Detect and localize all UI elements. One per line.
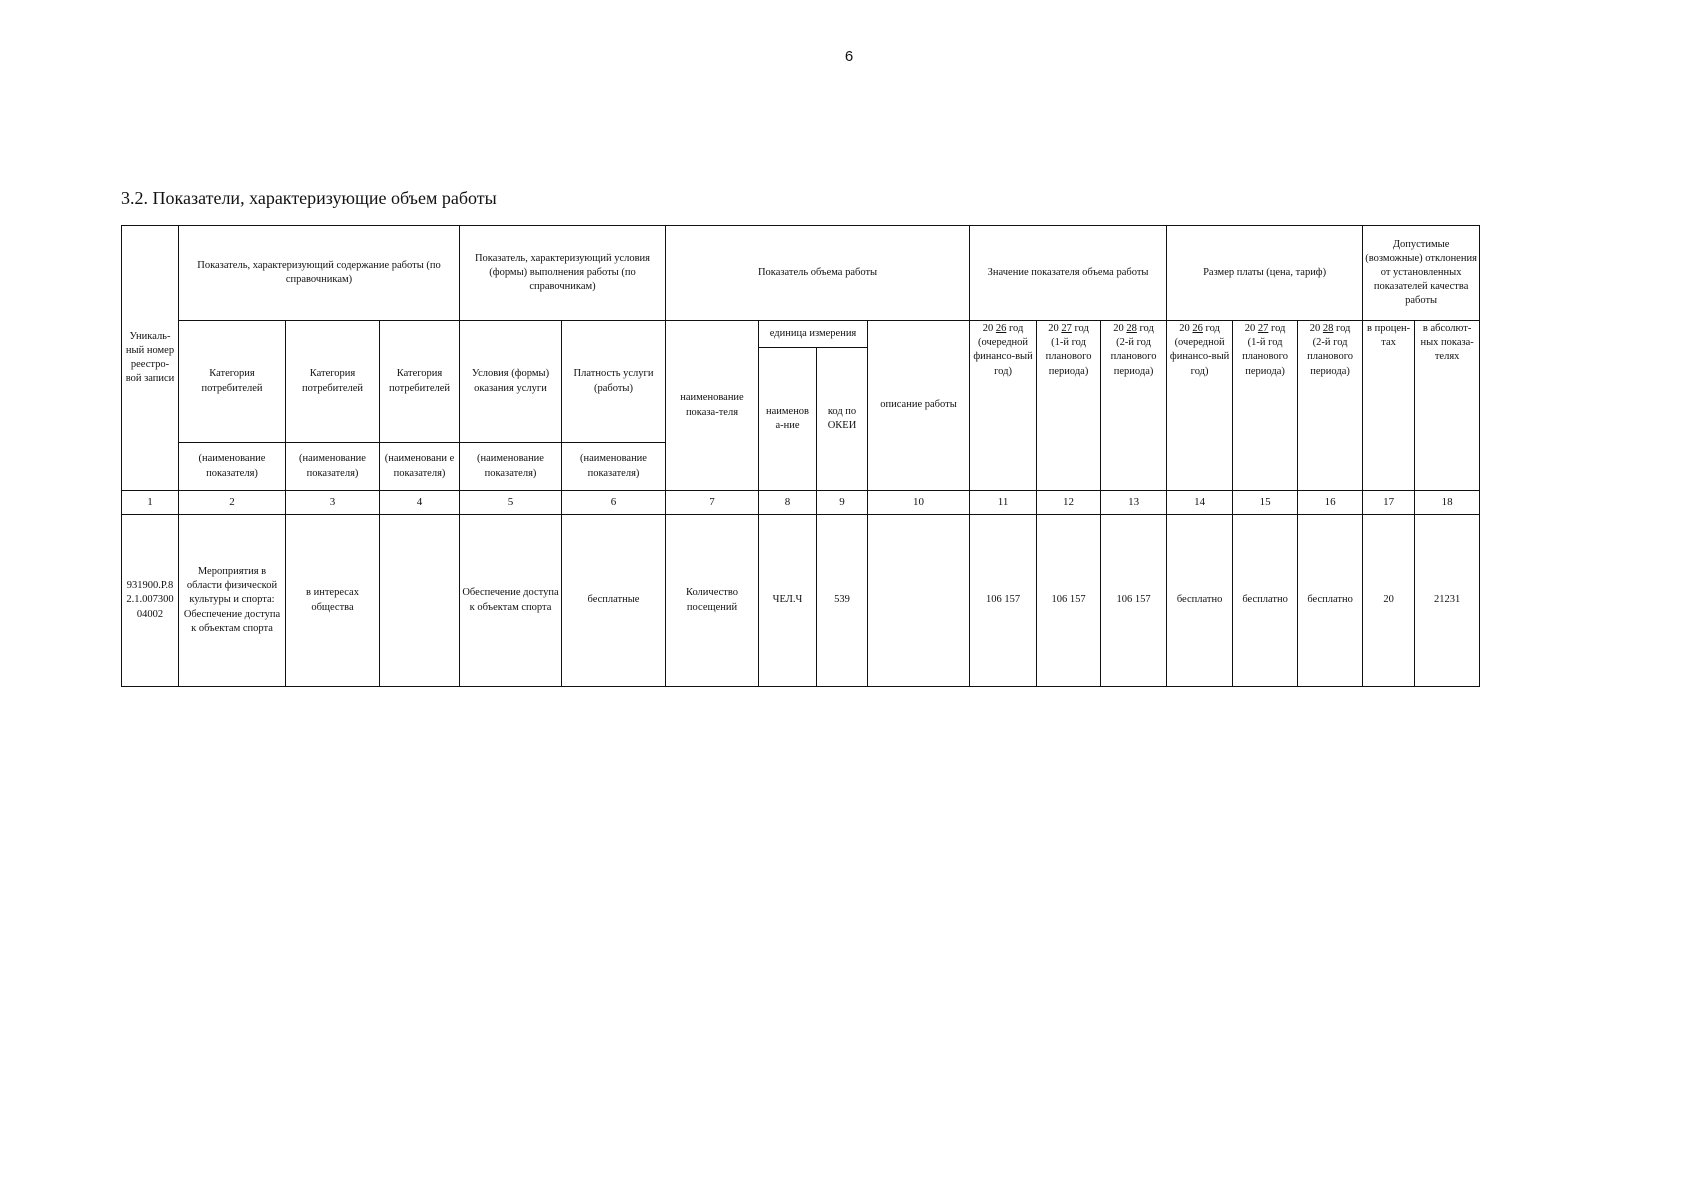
header-content-group: Показатель, характеризующий содержание работы (по справочникам) bbox=[179, 226, 460, 321]
subheader-indicator-name-3: (наименовани е показателя) bbox=[380, 443, 460, 491]
column-number: 12 bbox=[1037, 491, 1101, 515]
column-number: 13 bbox=[1101, 491, 1167, 515]
year-suffix: год bbox=[1074, 323, 1089, 334]
value-2026: 106 157 bbox=[970, 515, 1037, 687]
deviation-absolute-value: 21231 bbox=[1415, 515, 1480, 687]
year-note: (очередной финансо-вый год) bbox=[973, 337, 1033, 377]
year-note: (2-й год планового периода) bbox=[1307, 337, 1353, 377]
column-number: 9 bbox=[817, 491, 868, 515]
column-number: 15 bbox=[1233, 491, 1298, 515]
header-value-year-1 bbox=[970, 321, 1037, 491]
value-2028: 106 157 bbox=[1101, 515, 1167, 687]
year-prefix: 20 bbox=[1309, 323, 1321, 334]
column-number: 16 bbox=[1298, 491, 1363, 515]
header-deviation-percent: в процен-тах bbox=[1363, 321, 1415, 491]
column-number: 5 bbox=[460, 491, 562, 515]
year-prefix: 20 bbox=[1048, 323, 1059, 334]
header-indicator-name: наименование показа-теля bbox=[666, 321, 759, 491]
year-suffix: год bbox=[1139, 323, 1154, 334]
column-number: 18 bbox=[1415, 491, 1480, 515]
payment-type-value: бесплатные bbox=[562, 515, 666, 687]
year-suffix: год bbox=[1205, 323, 1220, 334]
header-unique-number: Уникаль-ный номер реестро-вой записи bbox=[122, 226, 179, 491]
payment-2027: бесплатно bbox=[1233, 515, 1298, 687]
header-deviation-group: Допустимые (возможные) отклонения от установленных показателей качества работы bbox=[1363, 226, 1480, 321]
year-note: (очередной финансо-вый год) bbox=[1169, 337, 1230, 377]
unit-name-value: ЧЕЛ.Ч bbox=[759, 515, 817, 687]
column-number: 2 bbox=[179, 491, 286, 515]
column-number: 1 bbox=[122, 491, 179, 515]
category-2-value: в интересах общества bbox=[286, 515, 380, 687]
header-conditions-group: Показатель, характеризующий условия (формы) выполнения работы (по справочникам) bbox=[460, 226, 666, 321]
year-number: 28 bbox=[1126, 323, 1137, 334]
header-value-year-2 bbox=[1037, 321, 1101, 491]
header-value-group: Значение показателя объема работы bbox=[970, 226, 1167, 321]
header-category-3: Категория потребителей bbox=[380, 321, 460, 443]
okei-code-value: 539 bbox=[817, 515, 868, 687]
header-payment-year-1 bbox=[1167, 321, 1233, 491]
year-number: 27 bbox=[1257, 323, 1269, 334]
column-number: 7 bbox=[666, 491, 759, 515]
payment-2026: бесплатно bbox=[1167, 515, 1233, 687]
section-title: 3.2. Показатели, характеризующие объем работы bbox=[121, 188, 497, 208]
header-condition-form: Условия (формы) оказания услуги bbox=[460, 321, 562, 443]
payment-2028: бесплатно bbox=[1298, 515, 1363, 687]
header-work-description: описание работы bbox=[868, 321, 970, 491]
subheader-indicator-name-2: (наименование показателя) bbox=[286, 443, 380, 491]
header-volume-group: Показатель объема работы bbox=[666, 226, 970, 321]
registry-number: 931900.Р.82.1.00730004002 bbox=[122, 515, 179, 687]
year-note: (2-й год планового периода) bbox=[1110, 337, 1157, 377]
header-payment-year-2 bbox=[1233, 321, 1298, 491]
header-category-1: Категория потребителей bbox=[179, 321, 286, 443]
category-1-value: Мероприятия в области физической культуры и спорта: Обеспечение доступа к объектам спорта bbox=[179, 515, 286, 687]
column-number: 10 bbox=[868, 491, 970, 515]
year-note: (1-й год планового периода) bbox=[1242, 337, 1288, 377]
subheader-indicator-name-1: (наименование показателя) bbox=[179, 443, 286, 491]
year-prefix: 20 bbox=[1179, 323, 1190, 334]
year-number: 28 bbox=[1322, 323, 1334, 334]
year-prefix: 20 bbox=[1113, 323, 1124, 334]
header-payment-year-3 bbox=[1298, 321, 1363, 491]
header-okei-code: код по ОКЕИ bbox=[817, 348, 868, 491]
volume-indicators-table bbox=[121, 225, 1480, 687]
header-deviation-absolute: в абсолют-ных показа-телях bbox=[1415, 321, 1480, 491]
indicator-name-value: Количество посещений bbox=[666, 515, 759, 687]
condition-value: Обеспечение доступа к объектам спорта bbox=[460, 515, 562, 687]
subheader-indicator-name-4: (наименование показателя) bbox=[460, 443, 562, 491]
page-number: 6 bbox=[844, 48, 854, 65]
column-number: 14 bbox=[1167, 491, 1233, 515]
category-3-value bbox=[380, 515, 460, 687]
column-number: 17 bbox=[1363, 491, 1415, 515]
deviation-percent-value: 20 bbox=[1363, 515, 1415, 687]
column-number: 11 bbox=[970, 491, 1037, 515]
work-description-value bbox=[868, 515, 970, 687]
year-note: (1-й год планового периода) bbox=[1045, 337, 1092, 377]
header-payment-group: Размер платы (цена, тариф) bbox=[1167, 226, 1363, 321]
year-suffix: год bbox=[1336, 323, 1351, 334]
year-suffix: год bbox=[1271, 323, 1286, 334]
year-number: 26 bbox=[1192, 323, 1203, 334]
header-value-year-3 bbox=[1101, 321, 1167, 491]
header-unit: единица измерения bbox=[759, 321, 868, 348]
year-number: 27 bbox=[1061, 323, 1072, 334]
value-2027: 106 157 bbox=[1037, 515, 1101, 687]
year-suffix: год bbox=[1009, 323, 1024, 334]
year-prefix: 20 bbox=[1244, 323, 1256, 334]
year-prefix: 20 bbox=[982, 323, 994, 334]
column-number: 8 bbox=[759, 491, 817, 515]
header-category-2: Категория потребителей bbox=[286, 321, 380, 443]
column-number: 3 bbox=[286, 491, 380, 515]
year-number: 26 bbox=[995, 323, 1007, 334]
column-number: 4 bbox=[380, 491, 460, 515]
subheader-indicator-name-5: (наименование показателя) bbox=[562, 443, 666, 491]
header-unit-name: наименов а-ние bbox=[759, 348, 817, 491]
header-payment-type: Платность услуги (работы) bbox=[562, 321, 666, 443]
table-row bbox=[122, 515, 1480, 687]
column-number: 6 bbox=[562, 491, 666, 515]
